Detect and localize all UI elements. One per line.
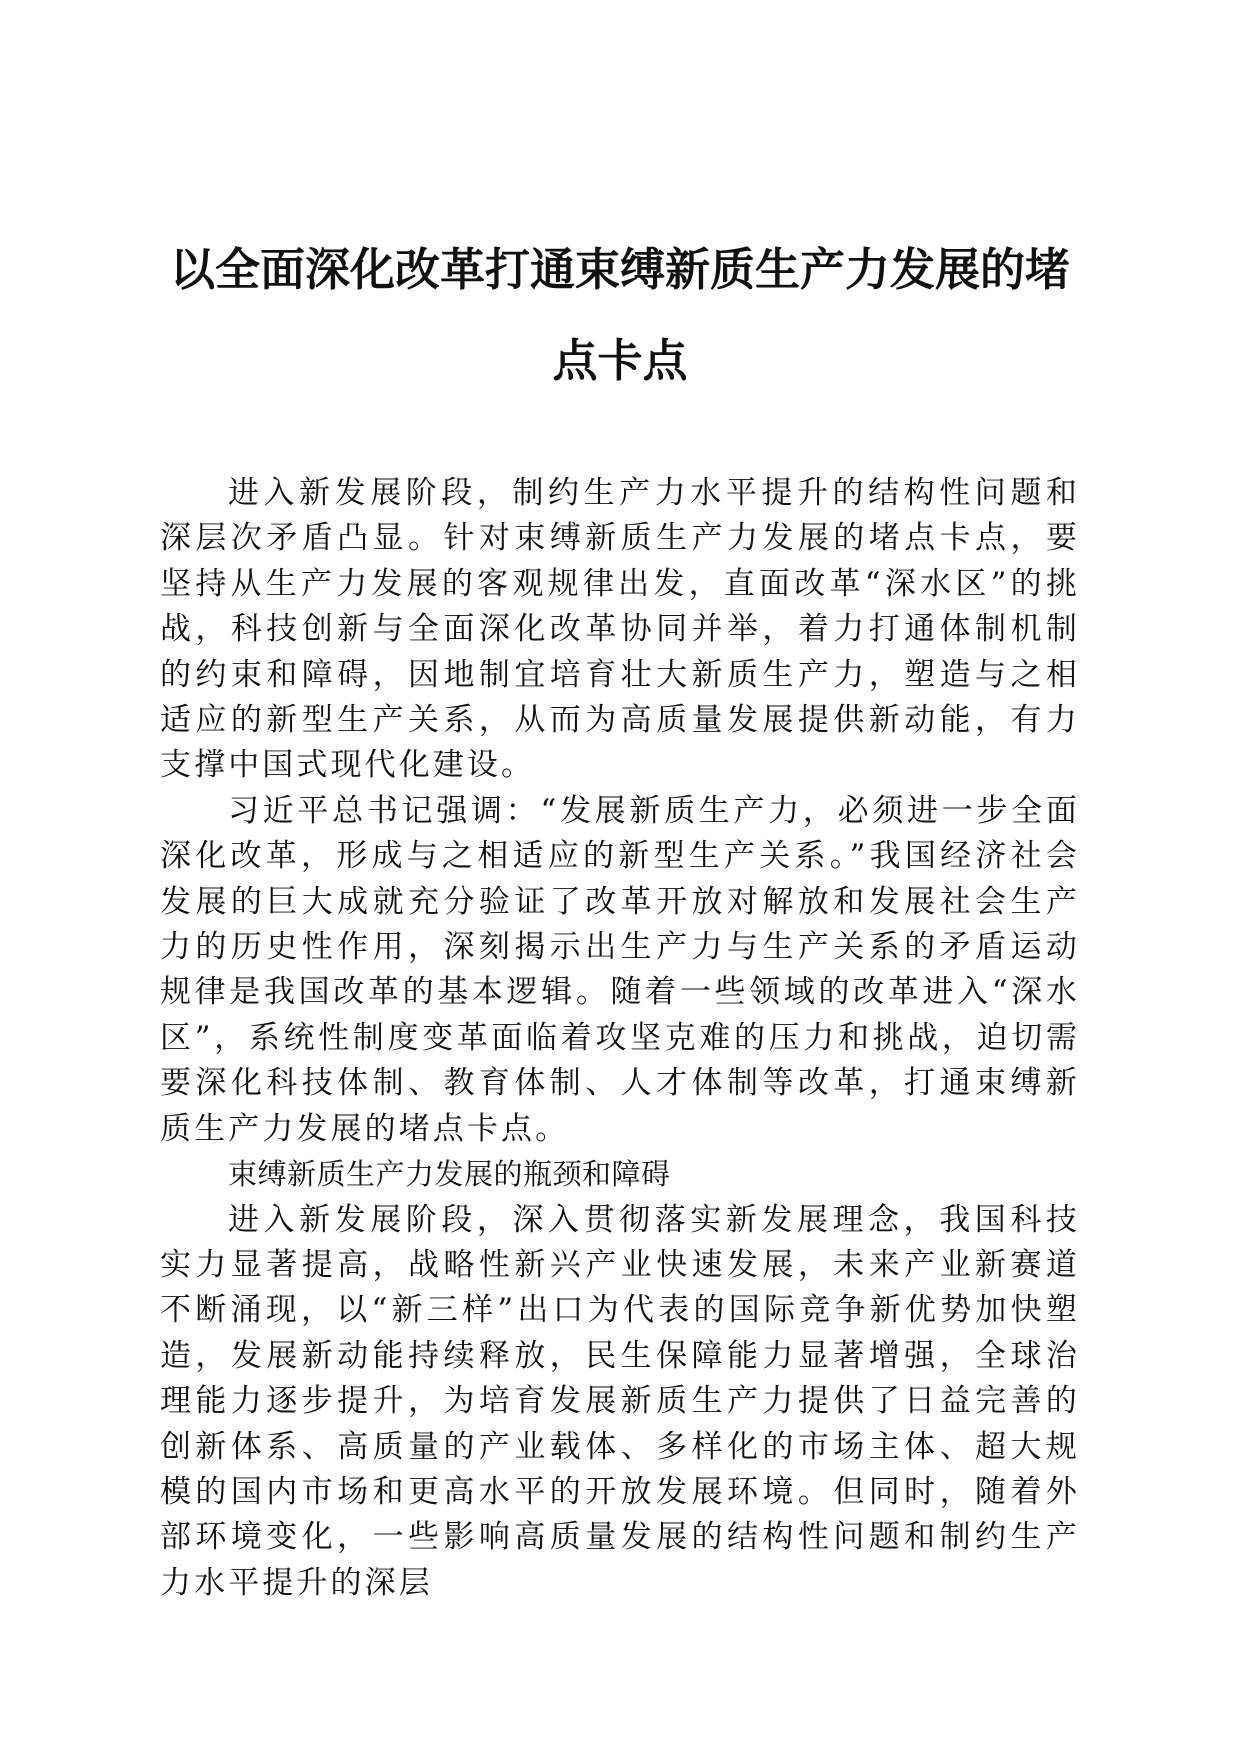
document-body	[160, 471, 1080, 1606]
paragraph-quote: 习近平总书记强调：“发展新质生产力，必须进一步全面深化改革，形成与之相适应的新型生产关系。”我国经济社会发展的巨大成就充分验证了改革开放对解放和发展社会生产力的历史性作用，深刻揭示出生产力与生产关系的矛盾运动规律是我国改革的基本逻辑。随着一些领域的改革进入“深水区”，系统性制度变革面临着攻坚克难的压力和挑战，迫切需要深化科技体制、教育体制、人才体制等改革，打通束缚新质生产力发展的堵点卡点。	[160, 792, 1080, 1147]
paragraph-intro: 进入新发展阶段，制约生产力水平提升的结构性问题和深层次矛盾凸显。针对束缚新质生产力发展的堵点卡点，要坚持从生产力发展的客观规律出发，直面改革“深水区”的挑战，科技创新与全面深化改革协同并举，着力打通体制机制的约束和障碍，因地制宜培育壮大新质生产力，塑造与之相适应的新型生产关系，从而为高质量发展提供新动能，有力支撑中国式现代化建设。	[160, 475, 1080, 784]
section-heading: 束缚新质生产力发展的瓶颈和障碍	[228, 1157, 671, 1192]
paragraph-section-body: 进入新发展阶段，深入贯彻落实新发展理念，我国科技实力显著提高，战略性新兴产业快速发展，未来产业新赛道不断涌现，以“新三样”出口为代表的国际竞争新优势加快塑造，发展新动能持续释放，民生保障能力显著增强，全球治理能力逐步提升，为培育发展新质生产力提供了日益完善的创新体系、高质量的产业载体、多样化的市场主体、超大规模的国内市场和更高水平的开放发展环境。但同时，随着外部环境变化，一些影响高质量发展的结构性问题和制约生产力水平提升的深层	[160, 1201, 1080, 1601]
document-title: 以全面深化改革打通束缚新质生产力发展的堵点卡点	[169, 243, 1070, 387]
